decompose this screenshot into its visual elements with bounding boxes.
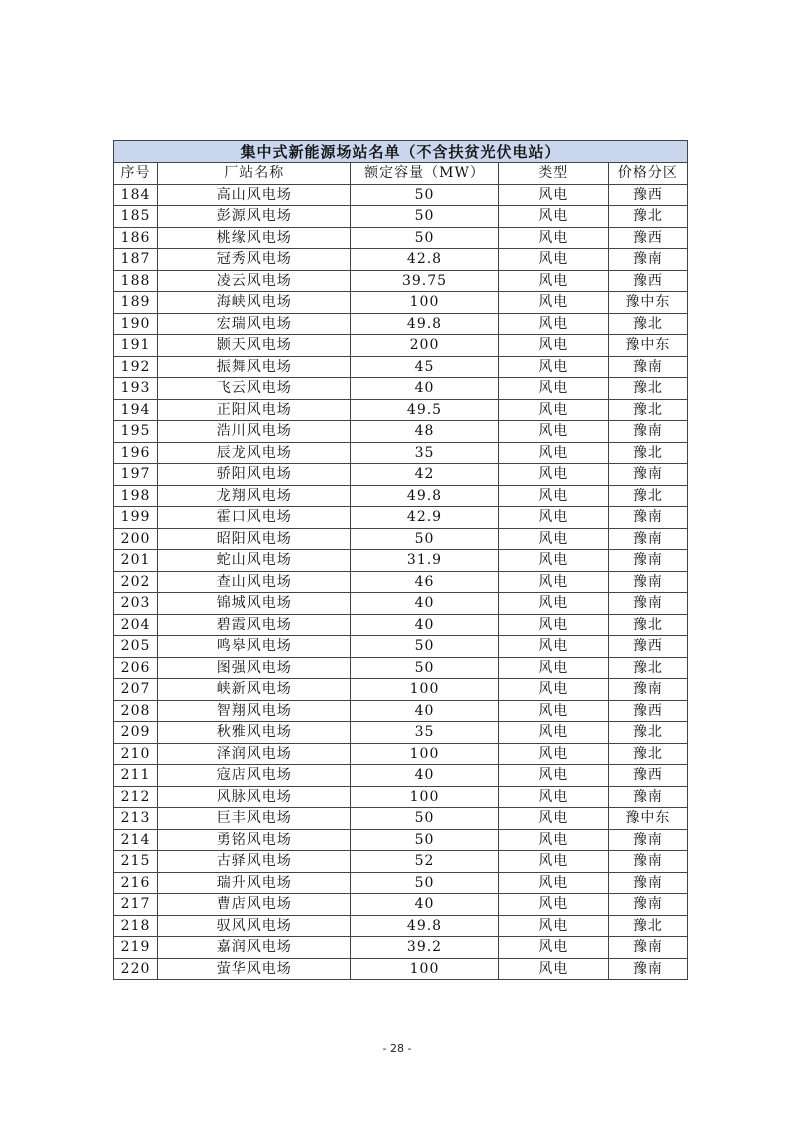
cell-type: 风电 [498, 270, 608, 292]
table-row [114, 442, 688, 464]
cell-price-zone: 豫西 [608, 636, 687, 658]
cell-seq: 206 [114, 657, 158, 679]
table-row [114, 550, 688, 572]
cell-station-name: 凌云风电场 [158, 270, 351, 292]
cell-price-zone: 豫南 [608, 249, 687, 271]
cell-type: 风电 [498, 507, 608, 529]
cell-station-name: 鸣皋风电场 [158, 636, 351, 658]
table-row [114, 786, 688, 808]
cell-price-zone: 豫北 [608, 722, 687, 744]
cell-type: 风电 [498, 528, 608, 550]
cell-capacity: 50 [351, 829, 498, 851]
cell-capacity: 50 [351, 872, 498, 894]
cell-station-name: 骄阳风电场 [158, 464, 351, 486]
cell-price-zone: 豫南 [608, 958, 687, 980]
cell-seq: 220 [114, 958, 158, 980]
cell-station-name: 萤华风电场 [158, 958, 351, 980]
table-row [114, 958, 688, 980]
cell-capacity: 42.8 [351, 249, 498, 271]
cell-seq: 202 [114, 571, 158, 593]
cell-station-name: 颢天风电场 [158, 335, 351, 357]
cell-type: 风电 [498, 636, 608, 658]
table-row [114, 700, 688, 722]
cell-price-zone: 豫南 [608, 421, 687, 443]
cell-capacity: 49.8 [351, 915, 498, 937]
table-row [114, 872, 688, 894]
cell-station-name: 桃缘风电场 [158, 227, 351, 249]
cell-type: 风电 [498, 829, 608, 851]
cell-capacity: 100 [351, 292, 498, 314]
cell-price-zone: 豫中东 [608, 292, 687, 314]
cell-station-name: 正阳风电场 [158, 399, 351, 421]
table-row [114, 270, 688, 292]
cell-seq: 216 [114, 872, 158, 894]
header-station-name: 厂站名称 [158, 163, 351, 185]
cell-capacity: 40 [351, 765, 498, 787]
cell-seq: 218 [114, 915, 158, 937]
cell-station-name: 瑞升风电场 [158, 872, 351, 894]
table-row [114, 313, 688, 335]
table-row [114, 636, 688, 658]
cell-station-name: 秋雅风电场 [158, 722, 351, 744]
cell-capacity: 50 [351, 528, 498, 550]
cell-station-name: 图强风电场 [158, 657, 351, 679]
cell-capacity: 45 [351, 356, 498, 378]
cell-price-zone: 豫南 [608, 507, 687, 529]
cell-station-name: 峡新风电场 [158, 679, 351, 701]
cell-seq: 194 [114, 399, 158, 421]
cell-type: 风电 [498, 335, 608, 357]
cell-capacity: 42.9 [351, 507, 498, 529]
table-row [114, 808, 688, 830]
cell-type: 风电 [498, 657, 608, 679]
cell-type: 风电 [498, 356, 608, 378]
table-row [114, 614, 688, 636]
cell-price-zone: 豫南 [608, 937, 687, 959]
table-row [114, 464, 688, 486]
cell-price-zone: 豫南 [608, 679, 687, 701]
cell-station-name: 振舞风电场 [158, 356, 351, 378]
cell-capacity: 31.9 [351, 550, 498, 572]
cell-capacity: 50 [351, 184, 498, 206]
table-header-row [114, 163, 688, 185]
cell-type: 风电 [498, 184, 608, 206]
cell-seq: 201 [114, 550, 158, 572]
cell-seq: 215 [114, 851, 158, 873]
cell-seq: 186 [114, 227, 158, 249]
cell-capacity: 50 [351, 636, 498, 658]
cell-type: 风电 [498, 808, 608, 830]
table-row [114, 507, 688, 529]
cell-seq: 204 [114, 614, 158, 636]
header-capacity: 额定容量（MW） [351, 163, 498, 185]
cell-capacity: 50 [351, 227, 498, 249]
cell-type: 风电 [498, 915, 608, 937]
table-row [114, 593, 688, 615]
cell-seq: 208 [114, 700, 158, 722]
cell-price-zone: 豫中东 [608, 808, 687, 830]
cell-type: 风电 [498, 593, 608, 615]
cell-type: 风电 [498, 378, 608, 400]
cell-seq: 210 [114, 743, 158, 765]
cell-capacity: 40 [351, 614, 498, 636]
cell-seq: 212 [114, 786, 158, 808]
cell-price-zone: 豫北 [608, 614, 687, 636]
cell-seq: 187 [114, 249, 158, 271]
cell-price-zone: 豫西 [608, 270, 687, 292]
cell-capacity: 52 [351, 851, 498, 873]
table-row [114, 399, 688, 421]
cell-type: 风电 [498, 249, 608, 271]
cell-seq: 196 [114, 442, 158, 464]
cell-station-name: 高山风电场 [158, 184, 351, 206]
table-title: 集中式新能源场站名单（不含扶贫光伏电站） [114, 141, 688, 163]
cell-capacity: 100 [351, 786, 498, 808]
cell-price-zone: 豫北 [608, 657, 687, 679]
cell-price-zone: 豫北 [608, 206, 687, 228]
cell-price-zone: 豫中东 [608, 335, 687, 357]
cell-station-name: 智翔风电场 [158, 700, 351, 722]
cell-station-name: 昭阳风电场 [158, 528, 351, 550]
cell-station-name: 泽润风电场 [158, 743, 351, 765]
cell-station-name: 嘉润风电场 [158, 937, 351, 959]
cell-seq: 190 [114, 313, 158, 335]
table-row [114, 421, 688, 443]
cell-type: 风电 [498, 743, 608, 765]
cell-seq: 200 [114, 528, 158, 550]
cell-station-name: 浩川风电场 [158, 421, 351, 443]
table-row [114, 356, 688, 378]
cell-station-name: 海峡风电场 [158, 292, 351, 314]
cell-station-name: 蛇山风电场 [158, 550, 351, 572]
cell-capacity: 46 [351, 571, 498, 593]
cell-seq: 205 [114, 636, 158, 658]
cell-type: 风电 [498, 550, 608, 572]
cell-price-zone: 豫南 [608, 851, 687, 873]
cell-seq: 184 [114, 184, 158, 206]
table-row [114, 894, 688, 916]
cell-price-zone: 豫北 [608, 378, 687, 400]
cell-station-name: 勇铭风电场 [158, 829, 351, 851]
cell-price-zone: 豫西 [608, 765, 687, 787]
cell-seq: 213 [114, 808, 158, 830]
cell-price-zone: 豫南 [608, 829, 687, 851]
cell-seq: 192 [114, 356, 158, 378]
cell-seq: 207 [114, 679, 158, 701]
station-list-table [113, 140, 688, 980]
cell-seq: 195 [114, 421, 158, 443]
cell-station-name: 锦城风电场 [158, 593, 351, 615]
cell-seq: 219 [114, 937, 158, 959]
cell-station-name: 风脉风电场 [158, 786, 351, 808]
table-row [114, 679, 688, 701]
cell-type: 风电 [498, 206, 608, 228]
cell-capacity: 40 [351, 593, 498, 615]
cell-seq: 199 [114, 507, 158, 529]
cell-capacity: 50 [351, 808, 498, 830]
table-row [114, 765, 688, 787]
cell-station-name: 龙翔风电场 [158, 485, 351, 507]
table-row [114, 743, 688, 765]
table-title-row [114, 141, 688, 163]
cell-station-name: 霍口风电场 [158, 507, 351, 529]
cell-seq: 211 [114, 765, 158, 787]
cell-capacity: 50 [351, 657, 498, 679]
cell-station-name: 辰龙风电场 [158, 442, 351, 464]
table-row [114, 937, 688, 959]
cell-type: 风电 [498, 679, 608, 701]
table-row [114, 378, 688, 400]
cell-station-name: 彭源风电场 [158, 206, 351, 228]
cell-capacity: 100 [351, 743, 498, 765]
cell-capacity: 100 [351, 958, 498, 980]
cell-station-name: 查山风电场 [158, 571, 351, 593]
cell-type: 风电 [498, 227, 608, 249]
cell-station-name: 寇店风电场 [158, 765, 351, 787]
cell-type: 风电 [498, 421, 608, 443]
cell-seq: 193 [114, 378, 158, 400]
header-price-zone: 价格分区 [608, 163, 687, 185]
table-row [114, 571, 688, 593]
cell-capacity: 49.8 [351, 485, 498, 507]
cell-capacity: 49.5 [351, 399, 498, 421]
cell-seq: 189 [114, 292, 158, 314]
cell-price-zone: 豫北 [608, 743, 687, 765]
page-number: - 28 - [382, 1042, 412, 1055]
table-row [114, 657, 688, 679]
cell-station-name: 曹店风电场 [158, 894, 351, 916]
cell-seq: 203 [114, 593, 158, 615]
cell-station-name: 冠秀风电场 [158, 249, 351, 271]
cell-seq: 198 [114, 485, 158, 507]
cell-type: 风电 [498, 292, 608, 314]
cell-price-zone: 豫西 [608, 227, 687, 249]
cell-price-zone: 豫南 [608, 786, 687, 808]
cell-seq: 217 [114, 894, 158, 916]
cell-price-zone: 豫西 [608, 700, 687, 722]
cell-seq: 188 [114, 270, 158, 292]
cell-capacity: 35 [351, 442, 498, 464]
cell-station-name: 宏瑞风电场 [158, 313, 351, 335]
cell-type: 风电 [498, 894, 608, 916]
cell-station-name: 驭风风电场 [158, 915, 351, 937]
cell-seq: 185 [114, 206, 158, 228]
cell-type: 风电 [498, 786, 608, 808]
table-row [114, 485, 688, 507]
cell-capacity: 42 [351, 464, 498, 486]
table-row [114, 851, 688, 873]
cell-price-zone: 豫北 [608, 442, 687, 464]
cell-type: 风电 [498, 872, 608, 894]
cell-price-zone: 豫北 [608, 915, 687, 937]
cell-type: 风电 [498, 937, 608, 959]
cell-price-zone: 豫西 [608, 184, 687, 206]
cell-price-zone: 豫南 [608, 356, 687, 378]
cell-station-name: 巨丰风电场 [158, 808, 351, 830]
cell-capacity: 40 [351, 378, 498, 400]
table-row [114, 227, 688, 249]
cell-capacity: 50 [351, 206, 498, 228]
cell-capacity: 48 [351, 421, 498, 443]
cell-price-zone: 豫南 [608, 464, 687, 486]
table-row [114, 528, 688, 550]
cell-type: 风电 [498, 700, 608, 722]
cell-capacity: 40 [351, 700, 498, 722]
header-type: 类型 [498, 163, 608, 185]
cell-price-zone: 豫北 [608, 485, 687, 507]
cell-capacity: 35 [351, 722, 498, 744]
cell-type: 风电 [498, 485, 608, 507]
table-row [114, 915, 688, 937]
cell-price-zone: 豫南 [608, 550, 687, 572]
cell-price-zone: 豫南 [608, 528, 687, 550]
cell-price-zone: 豫北 [608, 313, 687, 335]
cell-capacity: 200 [351, 335, 498, 357]
cell-type: 风电 [498, 722, 608, 744]
cell-capacity: 39.75 [351, 270, 498, 292]
cell-seq: 197 [114, 464, 158, 486]
table-row [114, 335, 688, 357]
cell-type: 风电 [498, 442, 608, 464]
cell-price-zone: 豫南 [608, 593, 687, 615]
cell-station-name: 古驿风电场 [158, 851, 351, 873]
cell-price-zone: 豫南 [608, 894, 687, 916]
cell-type: 风电 [498, 399, 608, 421]
cell-seq: 209 [114, 722, 158, 744]
cell-capacity: 40 [351, 894, 498, 916]
cell-type: 风电 [498, 313, 608, 335]
cell-capacity: 100 [351, 679, 498, 701]
cell-price-zone: 豫北 [608, 399, 687, 421]
cell-capacity: 49.8 [351, 313, 498, 335]
cell-type: 风电 [498, 765, 608, 787]
cell-seq: 191 [114, 335, 158, 357]
cell-capacity: 39.2 [351, 937, 498, 959]
cell-price-zone: 豫南 [608, 872, 687, 894]
cell-station-name: 飞云风电场 [158, 378, 351, 400]
table-row [114, 292, 688, 314]
table-row [114, 829, 688, 851]
cell-type: 风电 [498, 614, 608, 636]
header-seq: 序号 [114, 163, 158, 185]
cell-price-zone: 豫南 [608, 571, 687, 593]
cell-type: 风电 [498, 958, 608, 980]
cell-type: 风电 [498, 464, 608, 486]
cell-station-name: 碧霞风电场 [158, 614, 351, 636]
table-row [114, 722, 688, 744]
table-row [114, 249, 688, 271]
table-row [114, 206, 688, 228]
table-row [114, 184, 688, 206]
cell-type: 风电 [498, 851, 608, 873]
cell-type: 风电 [498, 571, 608, 593]
cell-seq: 214 [114, 829, 158, 851]
